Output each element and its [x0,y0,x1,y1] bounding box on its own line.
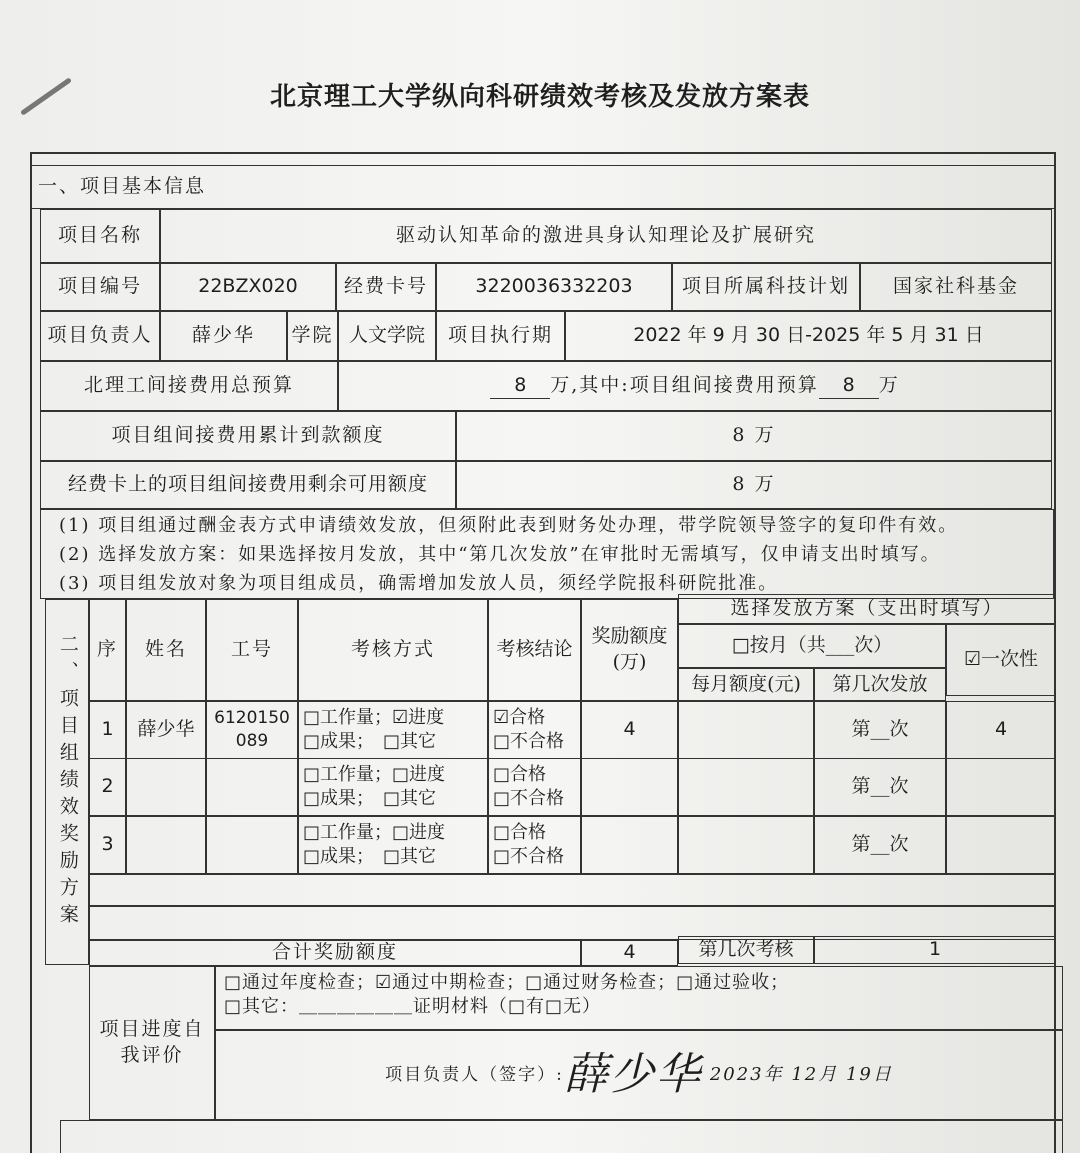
once-option[interactable] [946,624,1056,696]
row-id [206,758,298,816]
progress-checks-line1[interactable]: □通过年度检查；☑通过中期检查；□通过财务检查；□通过验收； [224,972,790,993]
col-method: 考核方式 [298,599,488,701]
note-3: (3) 项目组发放对象为项目组成员，确需增加发放人员，须经学院报科研院批准。 [59,573,779,594]
row-result-option[interactable]: ☑合格 [493,706,546,728]
checked-box-icon: ☑ [963,648,982,671]
plan: 国家社科基金 [860,263,1052,311]
budget-unit: 万 [878,374,900,397]
row-nth: 第__次 [814,816,946,874]
sign-label: 项目负责人（签字）: [385,1064,564,1085]
project-no: 22BZX020 [160,263,336,311]
col-amount: 奖励额度(万) [581,599,678,701]
row-result-option[interactable]: □不合格 [493,846,565,867]
row-method[interactable] [298,701,488,759]
row-method-option[interactable]: □成果； □其它 [303,788,437,809]
row-result-option[interactable]: □合格 [493,763,547,785]
row-nth: 第__次 [814,701,946,759]
signature-area [215,1030,1063,1120]
signature: 薛少华 [563,1049,702,1101]
project-name-label: 项目名称 [40,209,160,263]
section2-label: 二、项目组绩效奖励方案 [45,599,89,965]
row-monthly-amount [678,758,814,816]
col-nth: 第几次发放 [814,668,946,701]
row-method-option[interactable]: □工作量；□进度 [303,763,446,785]
col-id: 工号 [206,599,298,701]
row-result-option[interactable]: □不合格 [493,788,565,809]
total-label: 合计奖励额度 [89,940,581,966]
row-id [206,816,298,874]
plan-label: 项目所属科技计划 [672,263,860,311]
project-name: 驱动认知革命的激进具身认知理论及扩展研究 [160,209,1052,263]
budget-values [338,361,1052,411]
row-amount: 4 [581,701,678,759]
empty-row [89,906,1056,940]
row-method-option[interactable]: □工作量；□进度 [303,821,446,843]
row-monthly-amount [678,816,814,874]
remaining-label: 经费卡上的项目组间接费用剩余可用额度 [40,461,456,509]
row-method[interactable] [298,758,488,816]
budget-text: 万,其中:项目组间接费用预算 [550,374,819,397]
budget-total: 8 [490,373,550,400]
row-seq: 3 [89,816,126,874]
period-label: 项目执行期 [436,311,565,361]
progress-checks [215,966,1063,1030]
remaining: 8 万 [456,461,1052,509]
col-name: 姓名 [126,599,206,701]
once-label: 一次性 [981,648,1039,671]
row-result-option[interactable]: □不合格 [493,731,565,752]
row-name: 薛少华 [126,701,206,759]
period: 2022 年 9 月 30 日-2025 年 5 月 31 日 [565,311,1052,361]
row-method-option[interactable]: □工作量；☑进度 [303,706,445,728]
project-no-label: 项目编号 [40,263,160,311]
college: 人文学院 [338,311,436,361]
col-monthly-amount: 每月额度(元) [678,668,814,701]
sign-date: 2023年 12月 19日 [709,1063,893,1085]
monthly-option[interactable]: □按月（共___次） [678,624,946,668]
row-result[interactable] [488,816,581,874]
leader-label: 项目负责人 [40,311,160,361]
total-value: 4 [581,940,678,966]
row-nth: 第__次 [814,758,946,816]
row-method-option[interactable]: □成果； □其它 [303,846,437,867]
card-no-label: 经费卡号 [336,263,436,311]
notes [40,509,1054,599]
empty-row [89,874,1056,906]
note-1: (1) 项目组通过酬金表方式申请绩效发放，但须附此表到财务处办理，带学院领导签字的复印件有效。 [59,515,959,536]
budget-group: 8 [819,373,879,400]
form-title: 北京理工大学纵向科研绩效考核及发放方案表 [269,82,810,112]
budget-label: 北理工间接费用总预算 [40,361,338,411]
row-result-option[interactable]: □合格 [493,821,547,843]
progress-label: 项目进度自我评价 [89,966,215,1120]
row-once [946,758,1056,816]
row-once [946,816,1056,874]
col-result: 考核结论 [488,599,581,701]
received-label: 项目组间接费用累计到款额度 [40,411,456,461]
row-result[interactable] [488,701,581,759]
col-seq: 序 [89,599,126,701]
round-label: 第几次考核 [678,936,814,964]
next-row [60,1120,1063,1153]
row-amount [581,758,678,816]
received: 8 万 [456,411,1052,461]
row-name [126,816,206,874]
row-result[interactable] [488,758,581,816]
leader: 薛少华 [160,311,287,361]
college-label: 学院 [287,311,338,361]
row-seq: 2 [89,758,126,816]
row-id: 6120150089 [206,701,298,759]
row-amount [581,816,678,874]
col-plan: 选择发放方案（支出时填写） [678,594,1056,624]
round-value: 1 [814,936,1056,964]
row-method[interactable] [298,816,488,874]
row-seq: 1 [89,701,126,759]
row-monthly-amount [678,701,814,759]
note-2: (2) 选择发放方案：如果选择按月发放，其中“第几次发放”在审批时无需填写，仅申请支出时填写。 [59,544,941,565]
row-once: 4 [946,701,1056,759]
row-name [126,758,206,816]
progress-checks-line2[interactable]: □其它：＿＿＿＿＿＿证明材料（□有□无） [224,996,602,1018]
section1-header: 一、项目基本信息 [30,165,1054,209]
row-method-option[interactable]: □成果； □其它 [303,731,437,752]
card-no: 3220036332203 [436,263,672,311]
